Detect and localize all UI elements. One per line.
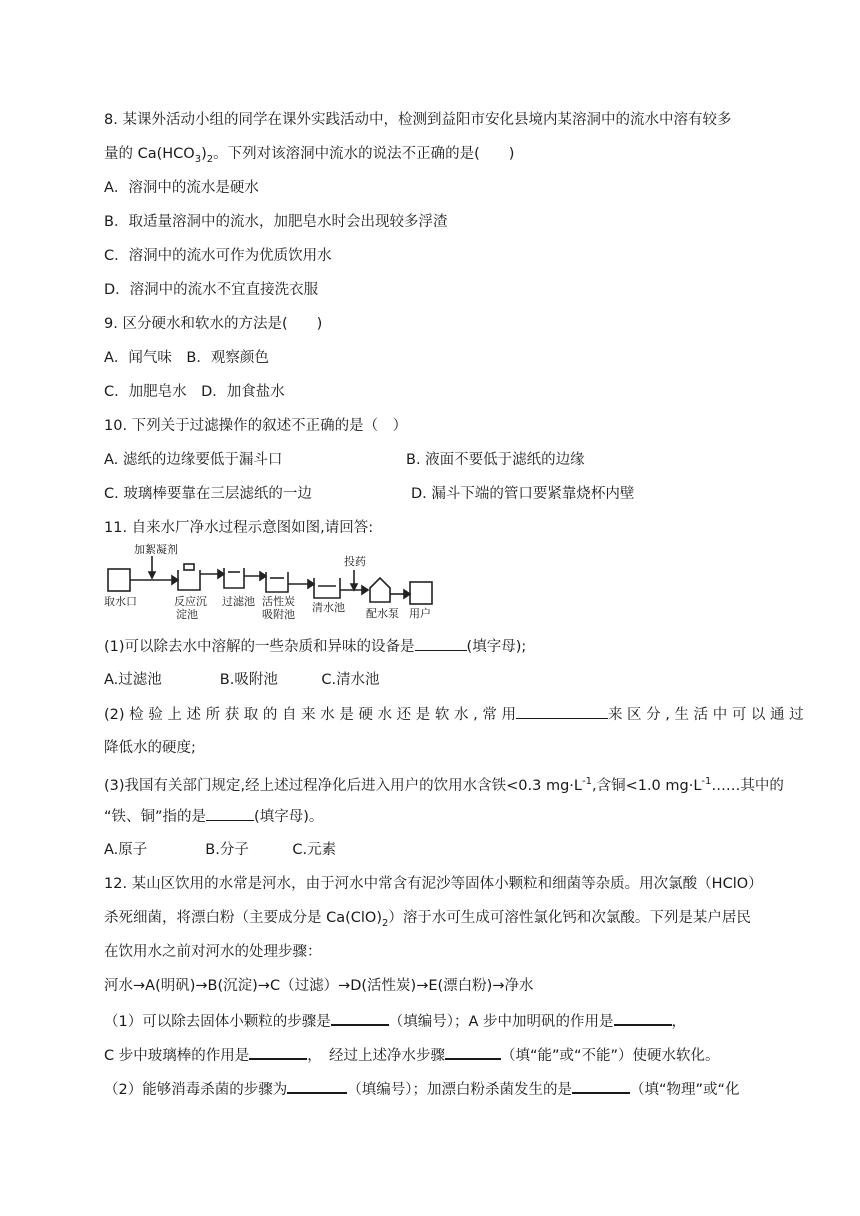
q8-option-a: A．溶洞中的流水是硬水: [104, 180, 259, 196]
q12-sub2-blank-2[interactable]: [572, 1078, 630, 1094]
q8-option-b: B．取适量溶洞中的流水，加肥皂水时会出现较多浮渣: [104, 214, 448, 230]
q11-part2-blank[interactable]: [516, 704, 608, 719]
q12-sub1-line1: （1）可以除去固体小颗粒的步骤是 （填编号）；A 步中加明矾的作用是 ，: [104, 1010, 686, 1032]
q9-options-cd: C．加肥皂水 D．加食盐水: [104, 384, 285, 400]
q10-option-b: B. 液面不要低于滤纸的边缘: [406, 452, 585, 468]
q10-option-a: A. 滤纸的边缘要低于漏斗口: [104, 452, 283, 468]
q9-options-ab: A．闻气味 B．观察颜色: [104, 350, 269, 366]
label-filter: 过滤池: [222, 595, 255, 608]
q8-option-d: D．溶洞中的流水不宜直接洗衣服: [104, 282, 319, 298]
label-pump: 配水泵: [366, 607, 399, 620]
q9-stem: 9. 区分硬水和软水的方法是( ): [104, 316, 323, 332]
q11-part3-line1: (3)我国有关部门规定,经上述过程净化后进入用户的饮用水含铁<0.3 $mg\cdot L^{-1}$,含铜<1.0 $mg\cdot L^{-1}\dots\dots$其中的: [104, 776, 784, 794]
q12-stem-line2: 杀死细菌，将漂白粉（主要成分是 $Ca(ClO)_2$）溶于水可生成可溶性氯化钙和次氯酸。下列是某户居民: [104, 910, 751, 929]
q8-option-c: C．溶洞中的流水可作为优质饮用水: [104, 248, 332, 264]
label-intake: 取水口: [104, 595, 137, 608]
q8-stem-line1: 8. 某课外活动小组的同学在课外实践活动中，检测到益阳市安化县境内某溶洞中的流水中溶有较多: [104, 112, 732, 128]
q11-part1-blank[interactable]: [415, 636, 467, 651]
q11-part3-line2: “铁、铜”指的是 (填字母)。: [104, 806, 323, 827]
q11-part3-options: A.原子 B.分子 C.元素: [104, 842, 337, 858]
q12-sub1-line2: C 步中玻璃棒的作用是 ， 经过上述净水步骤 （填“能”或“不能”）使硬水软化。: [104, 1044, 720, 1066]
q11-stem: 11. 自来水厂净水过程示意图如图,请回答:: [104, 520, 374, 536]
q11-part2-line1: (2) 检 验 上 述 所 获 取 的 自 来 水 是 硬 水 还 是 软 水 , 常 用 来 区 分 , 生 活 中 可 以 通 过: [104, 704, 804, 725]
q11-part3-blank[interactable]: [206, 806, 254, 821]
q11-part2-line2: 降低水的硬度;: [104, 740, 196, 756]
q12-sub1-blank-4[interactable]: [445, 1044, 501, 1060]
q12-sub1-blank-3[interactable]: [249, 1044, 307, 1060]
q8-stem-line2: 量的 $Ca(HCO_3)_2$。下列对该溶洞中流水的说法不正确的是( ): [104, 146, 515, 165]
q12-stem-line3: 在饮用水之前对河水的处理步骤：: [104, 944, 322, 960]
q12-stem-line1: 12. 某山区饮用的水常是河水，由于河水中常含有泥沙等固体小颗粒和细菌等杂质。用次氯酸（HClO）: [104, 876, 763, 892]
q10-option-c: C. 玻璃棒要靠在三层滤纸的一边: [104, 486, 312, 502]
label-carbon-2: 吸附池: [262, 608, 295, 621]
label-clear-water: 清水池: [312, 601, 345, 614]
q11-part1-options: A.过滤池 B.吸附池 C.清水池: [104, 672, 380, 688]
label-add-coagulant: 加絮凝剂: [134, 543, 178, 556]
q12-steps: 河水→A(明矾)→B(沉淀)→C（过滤）→D(活性炭)→E(漂白粉)→净水: [104, 978, 534, 994]
q12-sub2-line1: （2）能够消毒杀菌的步骤为 （填编号）；加漂白粉杀菌发生的是 （填“物理”或“化: [104, 1078, 740, 1100]
q11-part1: (1)可以除去水中溶解的一些杂质和异味的设备是 (填字母);: [104, 636, 526, 657]
q12-sub1-blank-2[interactable]: [614, 1010, 672, 1026]
q10-option-d: D. 漏斗下端的管口要紧靠烧杯内壁: [411, 486, 635, 502]
q12-sub1-blank-1[interactable]: [331, 1010, 389, 1026]
q10-stem: 10. 下列关于过滤操作的叙述不正确的是（ ）: [104, 418, 408, 434]
label-dosing: 投药: [344, 555, 366, 568]
label-user: 用户: [409, 607, 431, 620]
label-reaction-2: 淀池: [176, 608, 198, 621]
q12-sub2-blank-1[interactable]: [287, 1078, 347, 1094]
label-reaction-1: 反应沉: [174, 595, 207, 608]
label-carbon-1: 活性炭: [262, 595, 295, 608]
